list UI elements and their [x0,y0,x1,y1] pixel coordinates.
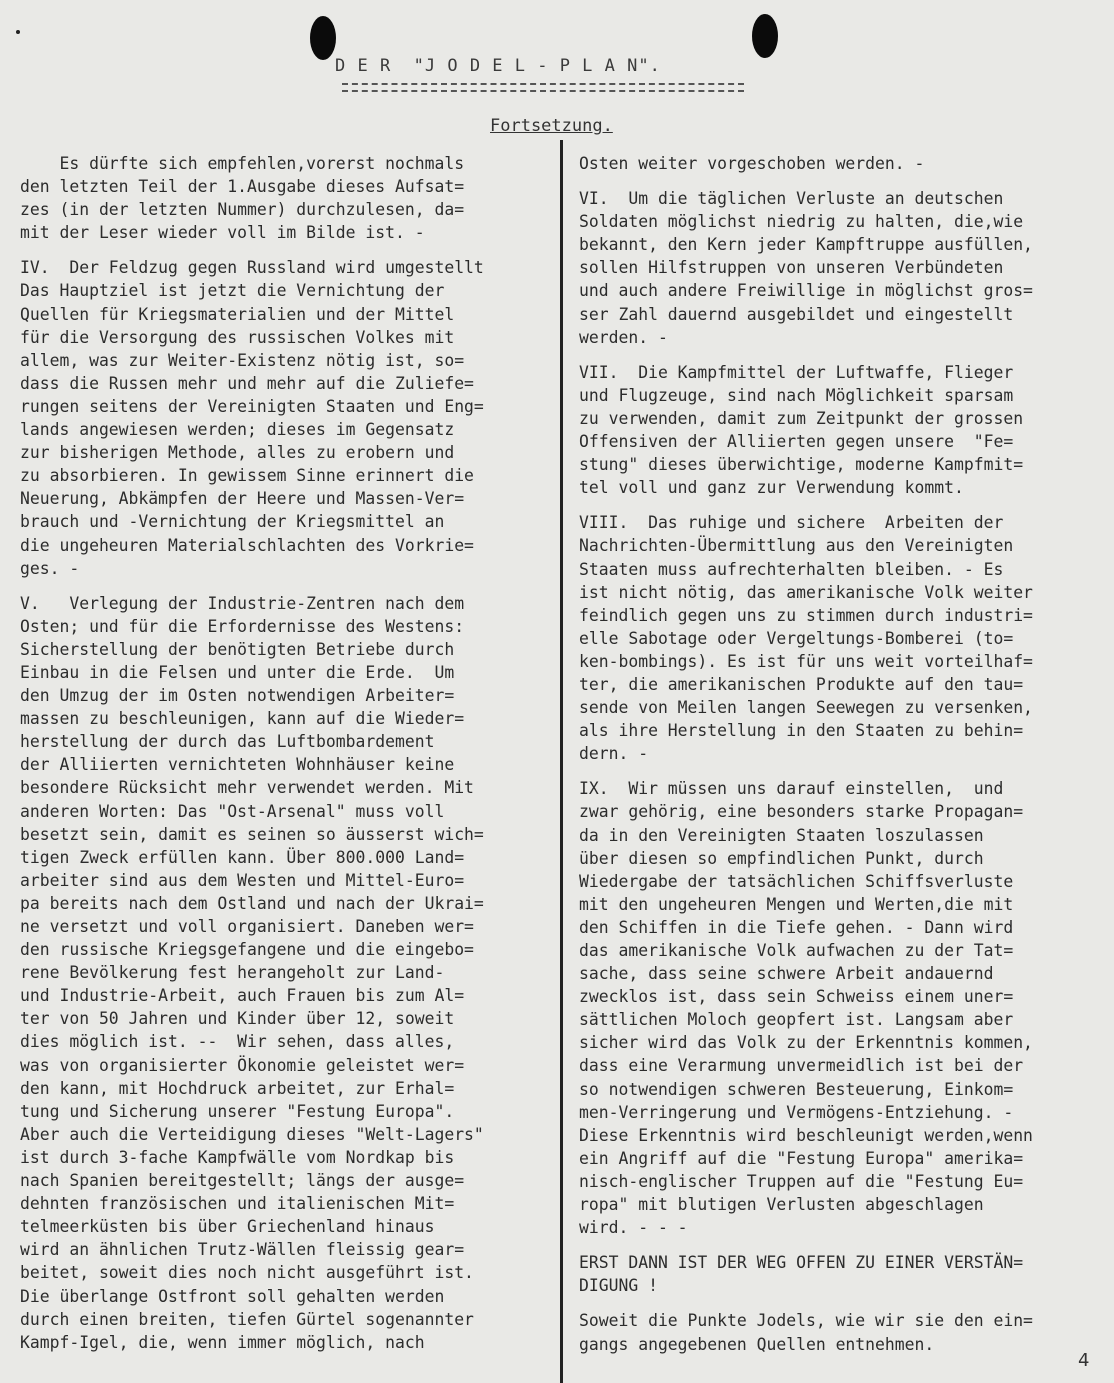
text-line: sicher wird das Volk zu der Erkenntnis kommen, [579,1033,1033,1053]
text-line: und Flugzeuge, sind nach Möglichkeit sparsam [579,385,1014,405]
text-line: ERST DANN IST DER WEG OFFEN ZU EINER VERSTÄN= [579,1253,1024,1273]
text-line: Offensiven der Alliierten gegen unsere "Fe= [579,432,1014,452]
text-line: durch einen breiten, tiefen Gürtel sogenannter [20,1309,474,1329]
text-line: IV. Der Feldzug gegen Russland wird umgestellt [20,258,484,278]
text-line: beitet, soweit dies noch nicht ausgeführt ist. [20,1263,474,1283]
page-subtitle: Fortsetzung. [490,116,613,136]
text-line: zes (in der letzten Nummer) durchzulesen, da= [20,200,465,220]
text-line: V. Verlegung der Industrie-Zentren nach dem [20,593,465,613]
text-line: tigen Zweck erfüllen kann. Über 800.000 Land= [20,847,465,867]
text-line: dass eine Verarmung unvermeidlich ist bei der [579,1056,1024,1076]
text-line: den Umzug der im Osten notwendigen Arbeiter= [20,686,455,706]
text-line: rungen seitens der Vereinigten Staaten und Eng= [20,396,484,416]
punch-hole-right [752,14,778,58]
text-line: Soweit die Punkte Jodels, wie wir sie den ein= [579,1311,1033,1331]
text-line: zu verwenden, damit zum Zeitpunkt der grossen [579,408,1024,428]
text-line: Nachrichten-Übermittlung aus den Vereinigten [579,536,1014,556]
text-line: sache, dass seine schwere Arbeit andauernd [579,964,994,984]
text-line: da in den Vereinigten Staaten loszulassen [579,825,984,845]
text-line: den Schiffen in die Tiefe gehen. - Dann wird [579,917,1014,937]
text-line: dass die Russen mehr und mehr auf die Zuliefe= [20,373,474,393]
text-line: feindlich gegen uns zu stimmen durch industri= [579,605,1033,625]
text-line: ter von 50 Jahren und Kinder über 12, soweit [20,1009,455,1029]
text-line: für die Versorgung des russischen Volkes mit [20,327,455,347]
text-line: ist nicht nötig, das amerikanische Volk weiter [579,582,1033,602]
text-line: herstellung der durch das Luftbombardement [20,732,435,752]
text-line [579,499,1107,511]
text-line: elle Sabotage oder Vergeltungs-Bomberei (to= [579,628,1014,648]
text-line: ges. - [20,558,80,578]
text-line: Osten weiter vorgeschoben werden. - [579,154,925,173]
text-line: den russische Kriegsgefangene und die eingebo= [20,940,474,960]
left-text-column [20,152,560,1354]
title-underline [342,83,744,92]
text-line: das amerikanische Volk aufwachen zu der Tat= [579,941,1014,960]
text-line [579,765,1107,777]
text-line: dies möglich ist. -- Wir sehen, dass alles, [20,1032,455,1052]
text-line: über diesen so empfindlichen Punkt, durch [579,848,984,868]
text-line: VII. Die Kampfmittel der Luftwaffe, Flieger [579,362,1014,382]
text-line: Staaten muss aufrechterhalten bleiben. - Es [579,559,1004,579]
text-line [20,580,560,592]
text-line: Diese Erkenntnis wird beschleunigt werden,wenn [579,1125,1033,1145]
text-line: wird. - - - [579,1218,688,1238]
text-line: Soldaten möglichst niedrig zu halten, die,wie [579,212,1024,232]
text-line: mit den ungeheuren Mengen und Werten,die mit [579,894,1014,914]
text-line: so notwendigen schweren Besteuerung, Einkom= [579,1079,1014,1099]
text-line: dern. - [579,744,649,764]
text-line: und auch andere Freiwillige in möglichst gros= [579,281,1033,301]
punch-hole-left [310,16,336,60]
text-line: Neuerung, Abkämpfen der Heere und Massen-Ver= [20,489,465,509]
text-line: brauch und -Vernichtung der Kriegsmittel an [20,512,445,532]
text-line: Quellen für Kriegsmaterialien und der Mittel [20,304,455,324]
text-line: als ihre Herstellung in den Staaten zu behin= [579,721,1024,741]
text-line: anderen Worten: Das "Ost-Arsenal" muss voll [20,801,445,821]
text-line: Die überlange Ostfront soll gehalten werden [20,1286,445,1306]
text-line: VI. Um die täglichen Verluste an deutschen [579,189,1004,209]
text-line: die ungeheuren Materialschlachten des Vorkrie= [20,535,474,555]
text-line: nisch-englischer Truppen auf die "Festung Eu= [579,1171,1024,1191]
text-line: und Industrie-Arbeit, auch Frauen bis zum Al= [20,986,465,1006]
text-line [579,349,1107,361]
page-number: 4 [1078,1350,1090,1371]
text-line: sättlichen Moloch geopfert ist. Langsam aber [579,1010,1014,1030]
text-line [579,1297,1107,1309]
text-line: stung" dieses überwichtige, moderne Kampfmit= [579,455,1024,475]
text-line: rene Bevölkerung fest herangeholt zur Land- [20,963,445,983]
text-line: ser Zahl dauernd ausgebildet und eingestellt [579,304,1014,324]
text-line: ropa" mit blutigen Verlusten abgeschlagen [579,1195,984,1215]
text-line: Es dürfte sich empfehlen,vorerst nochmals [20,154,465,173]
text-line: zu absorbieren. In gewissem Sinne erinnert die [20,466,474,486]
text-line: arbeiter sind aus dem Westen und Mittel-Euro= [20,870,465,890]
text-line: zwecklos ist, dass sein Schweiss einem uner= [579,987,1014,1007]
text-line: zwar gehörig, eine besonders starke Propagan= [579,802,1024,822]
text-line: besondere Rücksicht mehr verwendet werden. Mit [20,778,474,798]
text-line: werden. - [579,327,668,347]
text-line: lands angewiesen werden; dieses im Gegensatz [20,420,455,440]
text-line: allem, was zur Weiter-Existenz nötig ist, so= [20,350,465,370]
text-line: Osten; und für die Erfordernisse des Westens: [20,616,465,636]
text-line [579,175,1107,187]
text-line: den kann, mit Hochdruck arbeitet, zur Erhal= [20,1078,455,1098]
text-line: Das Hauptziel ist jetzt die Vernichtung der [20,281,445,301]
text-line: IX. Wir müssen uns darauf einstellen, und [579,779,1004,799]
text-line: den letzten Teil der 1.Ausgabe dieses Aufsat= [20,177,465,197]
text-line: zur bisherigen Methode, alles zu erobern und [20,443,455,463]
text-line: sollen Hilfstruppen von unseren Verbündeten [579,258,1004,278]
text-line: pa bereits nach dem Ostland und nach der Ukrai= [20,893,484,913]
text-line: telmeerküsten bis über Griechenland hinaus [20,1217,435,1237]
text-line: ne versetzt und voll organisiert. Daneben wer= [20,917,474,936]
text-line: tel voll und ganz zur Verwendung kommt. [579,478,964,498]
column-divider [560,140,563,1383]
text-line [20,244,560,256]
text-line: nach Spanien bereitgestellt; längs der ausge= [20,1171,465,1191]
text-line: tung und Sicherung unserer "Festung Europa". [20,1101,455,1121]
text-line: VIII. Das ruhige und sichere Arbeiten der [579,513,1004,533]
text-line: besetzt sein, damit es seinen so äusserst wich= [20,824,484,844]
text-line: ter, die amerikanischen Produkte auf den tau= [579,674,1024,694]
text-line: dehnten französischen und italienischen Mit= [20,1194,455,1214]
text-line: sende von Meilen langen Seewegen zu versenken, [579,698,1033,718]
text-line: der Alliierten vernichteten Wohnhäuser keine [20,755,455,775]
page-title: D E R "J O D E L - P L A N". [335,56,661,76]
text-line: Wiedergabe der tatsächlichen Schiffsverluste [579,871,1014,891]
text-line: men-Verringerung und Vermögens-Entziehung. - [579,1102,1014,1122]
text-line: gangs angegebenen Quellen entnehmen. [579,1334,935,1354]
text-line: mit der Leser wieder voll im Bilde ist. - [20,223,425,243]
right-text-column [579,152,1107,1356]
text-line: DIGUNG ! [579,1276,658,1296]
text-line [579,1239,1107,1251]
text-line: Aber auch die Verteidigung dieses "Welt-Lagers" [20,1124,484,1144]
text-line: was von organisierter Ökonomie geleistet wer= [20,1055,465,1075]
text-line: ken-bombings). Es ist für uns weit vorteilhaf= [579,651,1033,671]
text-line: wird an ähnlichen Trutz-Wällen fleissig gear= [20,1240,465,1260]
text-line: massen zu beschleunigen, kann auf die Wieder= [20,709,465,729]
text-line: ist durch 3-fache Kampfwälle vom Nordkap bis [20,1147,455,1167]
text-line: Sicherstellung der benötigten Betriebe durch [20,639,455,659]
speck-mark [16,30,20,34]
text-line: Einbau in die Felsen und unter die Erde. Um [20,662,455,682]
text-line: bekannt, den Kern jeder Kampftruppe ausfüllen, [579,235,1033,255]
text-line: Kampf-Igel, die, wenn immer möglich, nach [20,1332,425,1352]
text-line: ein Angriff auf die "Festung Europa" amerika= [579,1148,1024,1168]
